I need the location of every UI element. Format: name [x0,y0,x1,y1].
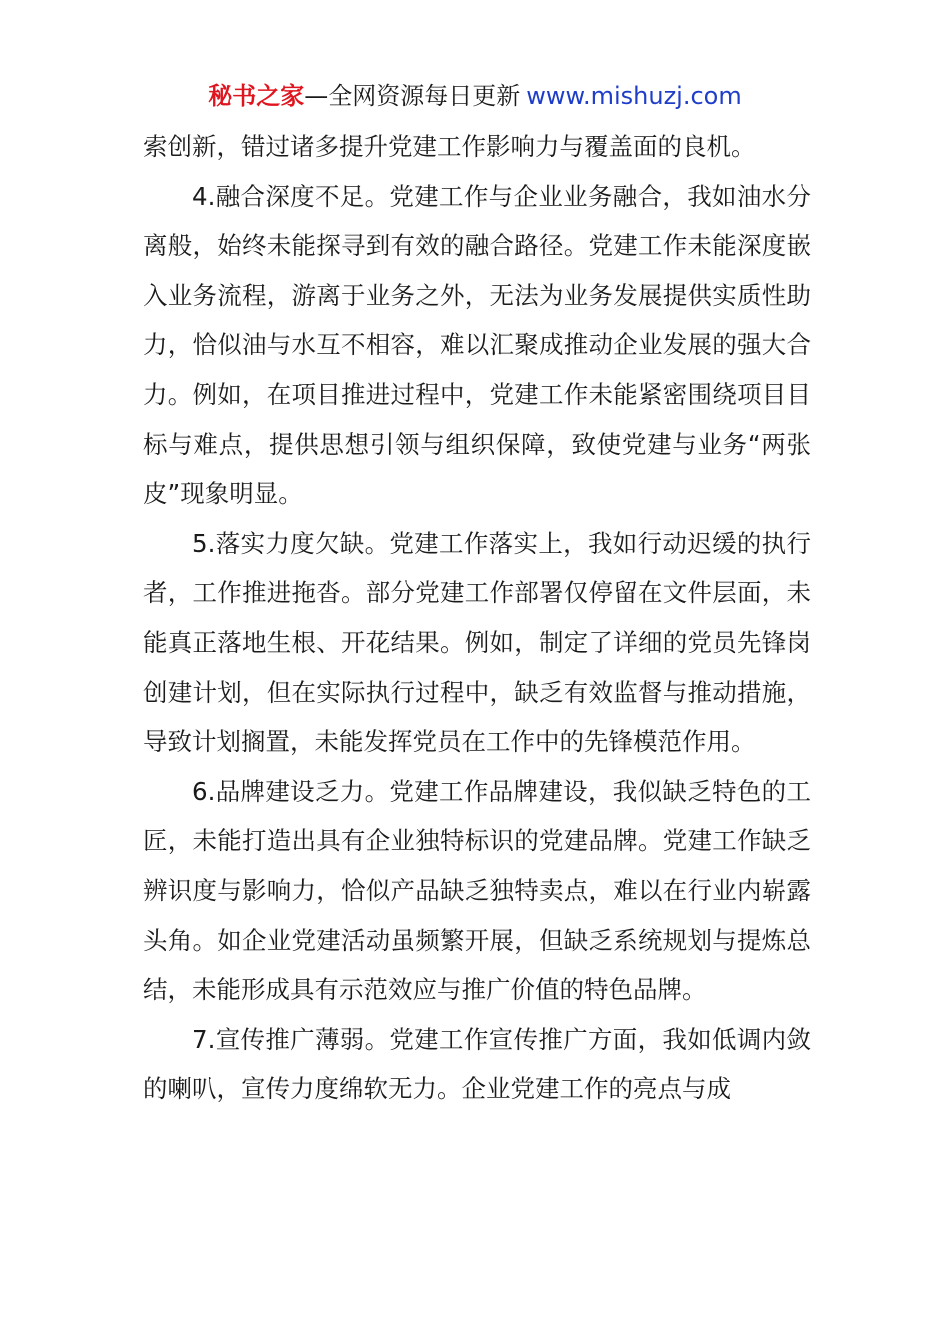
paragraph-continuation: 索创新，错过诸多提升党建工作影响力与覆盖面的良机。 [143,132,756,161]
paragraph-item-5: 5.落实力度欠缺。党建工作落实上，我如行动迟缓的执行者，工作推进拖沓。部分党建工作部署仅停留在文件层面，未能真正落地生根、开花结果。例如，制定了详细的党员先锋岗创建计划，但在实际执行过程中，缺乏有效监督与推动措施，导致计划搁置，未能发挥党员在工作中的先锋模范作用。 [143,528,811,757]
site-url-link[interactable]: www.mishuzj.com [526,82,742,110]
paragraph-item-4: 4.融合深度不足。党建工作与企业业务融合，我如油水分离般，始终未能探寻到有效的融合路径。党建工作未能深度嵌入业务流程，游离于业务之外，无法为业务发展提供实质性助力，恰似油与水互不相容，难以汇聚成推动企业发展的强大合力。例如，在项目推进过程中，党建工作未能紧密围绕项目目标与难点，提供思想引领与组织保障，致使党建与业务“两张皮”现象明显。 [143,181,811,509]
paragraph-item-7: 7.宣传推广薄弱。党建工作宣传推广方面，我如低调内敛的喇叭，宣传力度绵软无力。企业党建工作的亮点与成 [143,1024,811,1104]
paragraph-item-6: 6.品牌建设乏力。党建工作品牌建设，我似缺乏特色的工匠，未能打造出具有企业独特标识的党建品牌。党建工作缺乏辨识度与影响力，恰似产品缺乏独特卖点，难以在行业内崭露头角。如企业党建活动虽频繁开展，但缺乏系统规划与提炼总结，未能形成具有示范效应与推广价值的特色品牌。 [143,776,811,1005]
document-body [143,122,811,1114]
site-tagline: —全网资源每日更新 [304,82,521,110]
brand-name: 秘书之家 [208,82,305,110]
site-header [0,80,950,112]
